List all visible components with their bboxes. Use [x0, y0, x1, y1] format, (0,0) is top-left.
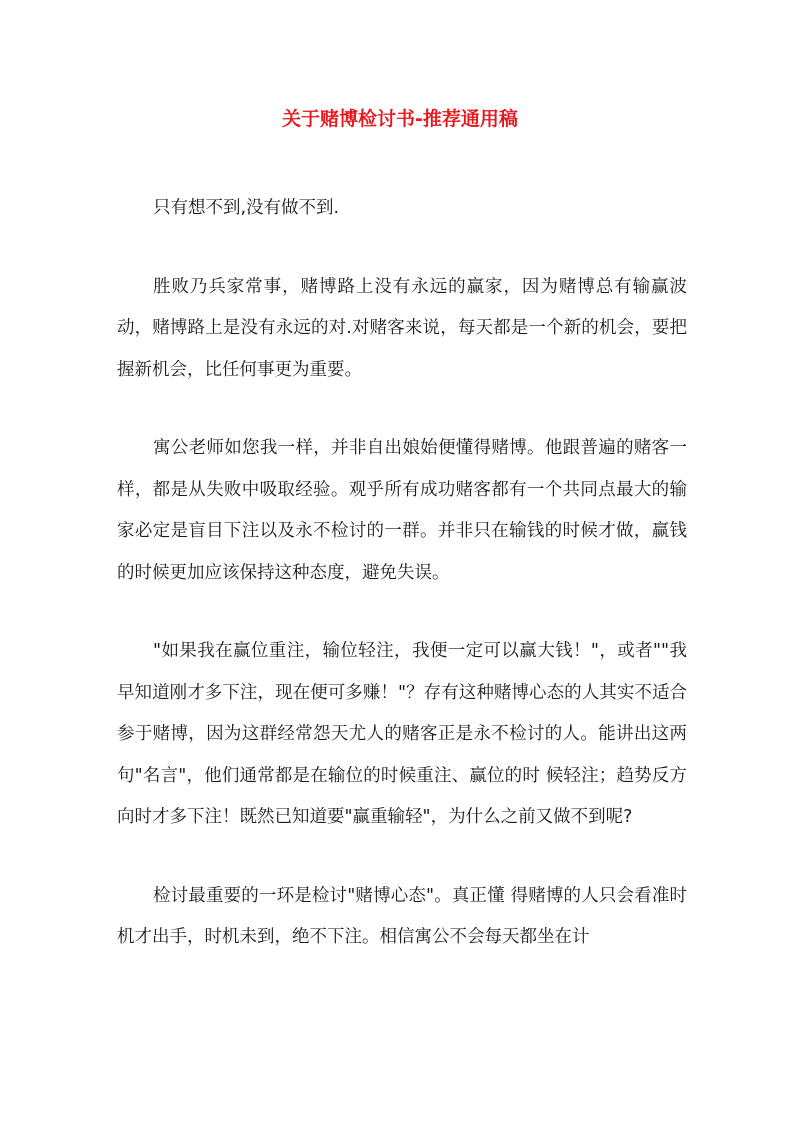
paragraph-1: 只有想不到,没有做不到. [153, 198, 340, 218]
paragraph-3: 寓公老师如您我一样，并非自出娘始便懂得赌博。他跟普遍的赌客一样，都是从失败中吸取经验。观乎所有成功赌客都有一个共同点最大的输家必定是盲目下注以及永不检讨的一群。并非只在输钱的时候才做，赢钱的时候更加应该保持这种态度，避免失误。 [117, 438, 687, 583]
document-title: 关于赌博检讨书-推荐通用稿 [282, 108, 518, 130]
paragraph-2: 胜败乃兵家常事，赌博路上没有永远的赢家，因为赌博总有输赢波动，赌博路上是没有永远的对.对赌客来说，每天都是一个新的机会，要把握新机会，比任何事更为重要。 [117, 276, 687, 380]
paragraph-4: "如果我在赢位重注，输位轻注，我便一定可以赢大钱！"，或者""我早知道刚才多下注，现在便可多赚！"？存有这种赌博心态的人其实不适合参于赌博，因为这群经常怨天尤人的赌客正是永不检讨的人。能讲出这两句"名言"，他们通常都是在输位的时候重注、赢位的时 候轻注；趋势反方向时才多下注！既然已知道要"赢重输轻"，为什么之前又做不到呢? [117, 641, 687, 827]
document-body [117, 188, 687, 996]
paragraph-5: 检讨最重要的一环是检讨"赌博心态"。真正懂 得赌博的人只会看准时机才出手，时机未到，绝不下注。相信寓公不会每天都坐在计 [117, 885, 687, 947]
